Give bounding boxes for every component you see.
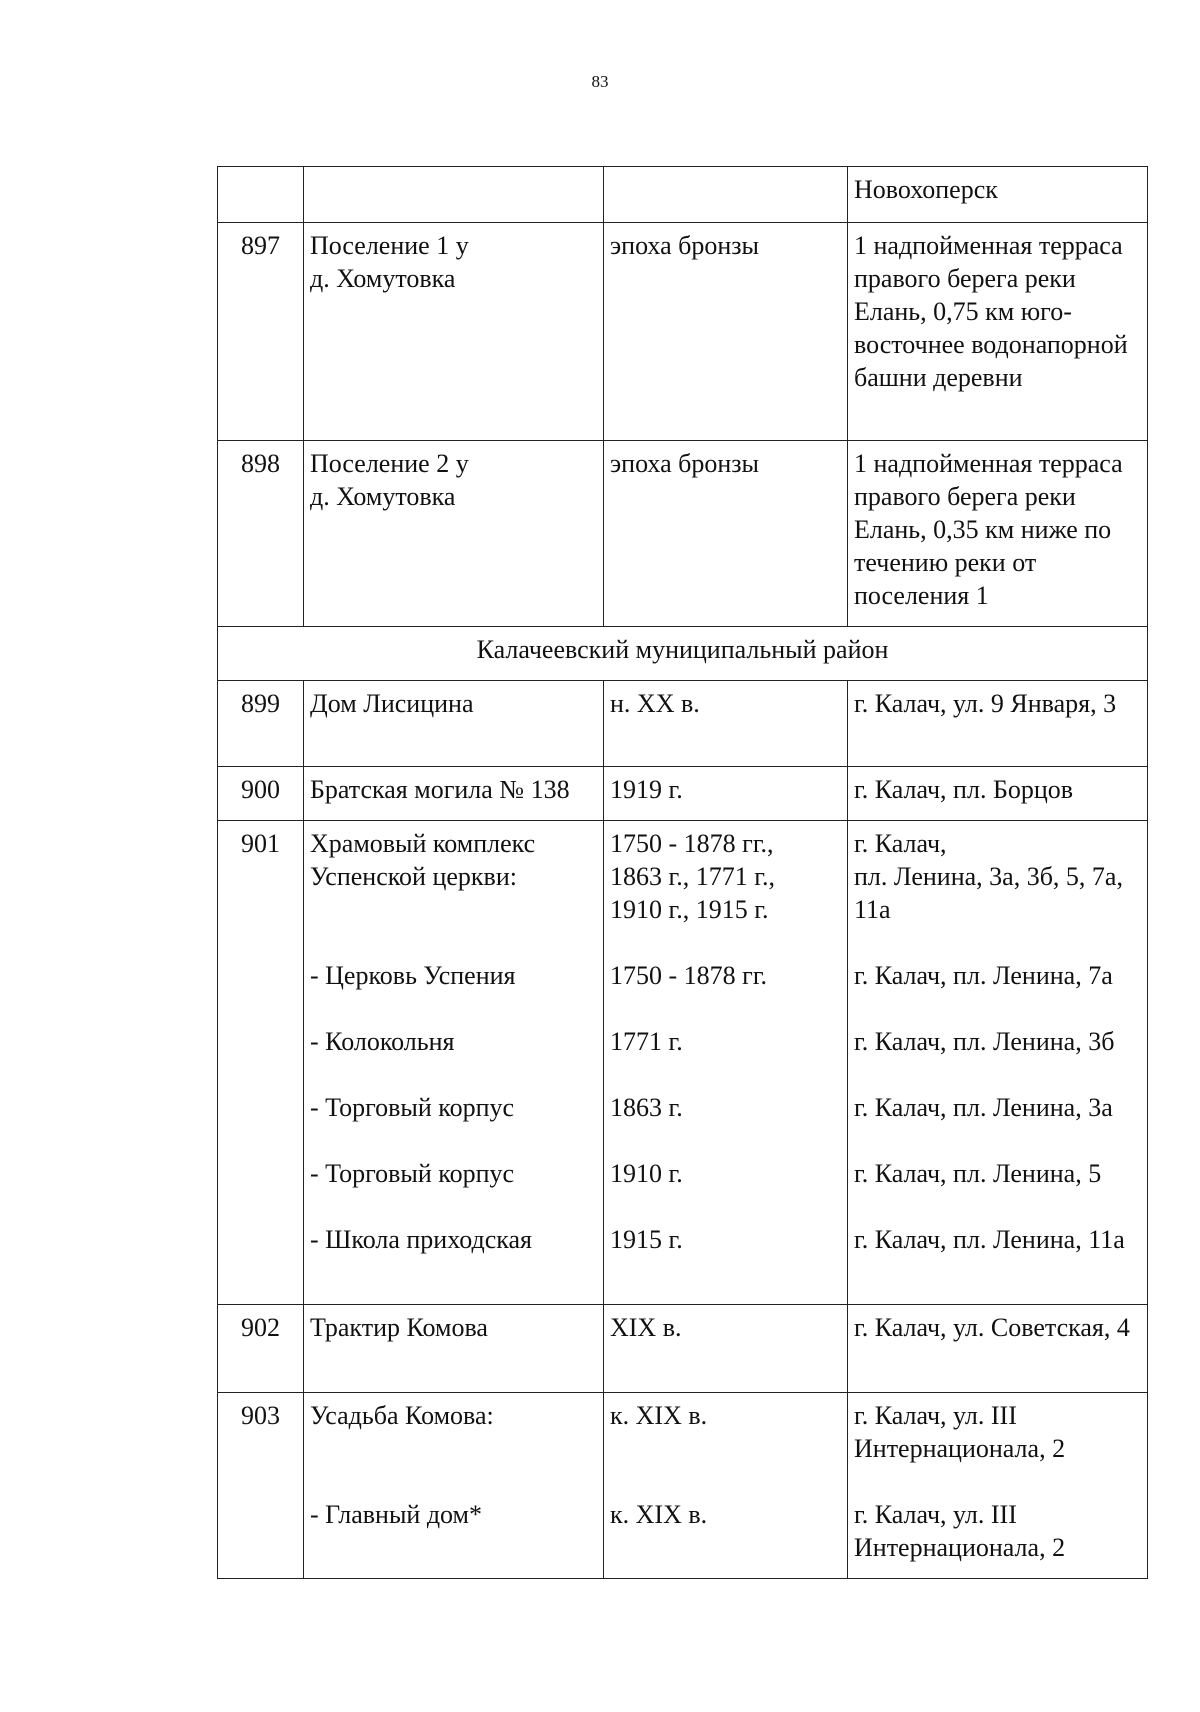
name-cell	[304, 821, 604, 1305]
num-cell	[218, 167, 304, 223]
spacer	[610, 926, 841, 959]
sub-object-name: - Торговый корпус	[310, 1159, 515, 1188]
sub-date: 1863 г.	[610, 1093, 683, 1122]
name-cell	[304, 223, 604, 441]
date-cell: эпоха бронзы	[604, 223, 848, 441]
name-cell	[304, 1393, 604, 1579]
table-row	[218, 821, 1148, 1305]
date-cell	[604, 821, 848, 1305]
name-cell: Дом Лисицина	[304, 681, 604, 767]
sub-location: г. Калач, пл. Ленина, 3а	[854, 1093, 1113, 1122]
row-number: 903	[218, 1393, 304, 1579]
row-number: 899	[218, 681, 304, 767]
date-cell	[604, 1393, 848, 1579]
date-line: 1863 г., 1771 г.,	[610, 862, 775, 891]
location-cell: г. Калач, ул. 9 Января, 3	[848, 681, 1148, 767]
location-cell	[848, 821, 1148, 1305]
location-line: пл. Ленина, 3а, 3б, 5, 7а, 11а	[854, 862, 1123, 924]
location-line: г. Калач, ул. III Интернационала, 2	[854, 1401, 1066, 1463]
name-cell	[304, 167, 604, 223]
table-row	[218, 167, 1148, 223]
object-name: Поселение 1 у	[310, 231, 469, 260]
table-row	[218, 1305, 1148, 1393]
date-line: 1750 - 1878 гг.,	[610, 829, 774, 858]
sub-object-name: - Церковь Успения	[310, 961, 516, 990]
sub-object-name: - Главный дом*	[310, 1500, 483, 1529]
row-number: 897	[218, 223, 304, 441]
table-row	[218, 681, 1148, 767]
row-number: 898	[218, 441, 304, 627]
spacer	[854, 926, 1141, 959]
row-number: 900	[218, 767, 304, 821]
heritage-table	[217, 166, 1148, 1579]
row-number: 902	[218, 1305, 304, 1393]
location-cell: 1 надпойменная терраса правого берега реки Елань, 0,75 км юго-восточнее водонапорной башни деревни	[848, 223, 1148, 441]
date-cell: н. XX в.	[604, 681, 848, 767]
sub-date: 1771 г.	[610, 1027, 683, 1056]
sub-location: г. Калач, пл. Ленина, 3б	[854, 1027, 1115, 1056]
date-cell	[604, 167, 848, 223]
location-cell: 1 надпойменная терраса правого берега реки Елань, 0,35 км ниже по течению реки от поселения 1	[848, 441, 1148, 627]
sub-date: 1910 г.	[610, 1159, 683, 1188]
object-name: Храмовый комплекс Успенской церкви:	[310, 829, 536, 891]
section-row	[218, 627, 1148, 681]
sub-location: г. Калач, пл. Ленина, 11а	[854, 1225, 1125, 1254]
date-cell: 1919 г.	[604, 767, 848, 821]
sub-location: г. Калач, пл. Ленина, 7а	[854, 961, 1113, 990]
location-cell: г. Калач, ул. Советская, 4	[848, 1305, 1148, 1393]
sub-object-name: - Торговый корпус	[310, 1093, 515, 1122]
object-name: д. Хомутовка	[310, 482, 456, 511]
sub-date: 1750 - 1878 гг.	[610, 961, 768, 990]
sub-object-name: - Школа приходская	[310, 1225, 532, 1254]
sub-location: г. Калач, пл. Ленина, 5	[854, 1159, 1102, 1188]
sub-date: 1915 г.	[610, 1225, 683, 1254]
location-cell: г. Калач, пл. Борцов	[848, 767, 1148, 821]
object-name: Поселение 2 у	[310, 449, 469, 478]
sub-location: г. Калач, ул. III Интернационала, 2	[854, 1500, 1066, 1562]
row-number: 901	[218, 821, 304, 1305]
date-cell: эпоха бронзы	[604, 441, 848, 627]
object-name: д. Хомутовка	[310, 264, 456, 293]
spacer	[310, 926, 597, 959]
location-line: г. Калач,	[854, 829, 947, 858]
sub-date: к. XIX в.	[610, 1500, 708, 1529]
location-cell	[848, 1393, 1148, 1579]
object-name: Усадьба Комова:	[310, 1401, 494, 1430]
date-line: 1910 г., 1915 г.	[610, 895, 769, 924]
name-cell: Трактир Комова	[304, 1305, 604, 1393]
section-title: Калачеевский муниципальный район	[218, 627, 1148, 681]
date-line: к. XIX в.	[610, 1401, 708, 1430]
name-cell	[304, 441, 604, 627]
table-row	[218, 223, 1148, 441]
table-row	[218, 767, 1148, 821]
sub-object-name: - Колокольня	[310, 1027, 455, 1056]
table-row	[218, 1393, 1148, 1579]
page-number: 83	[591, 72, 609, 91]
table-row	[218, 441, 1148, 627]
name-cell: Братская могила № 138	[304, 767, 604, 821]
date-cell: XIX в.	[604, 1305, 848, 1393]
location-cell: Новохоперск	[848, 167, 1148, 223]
